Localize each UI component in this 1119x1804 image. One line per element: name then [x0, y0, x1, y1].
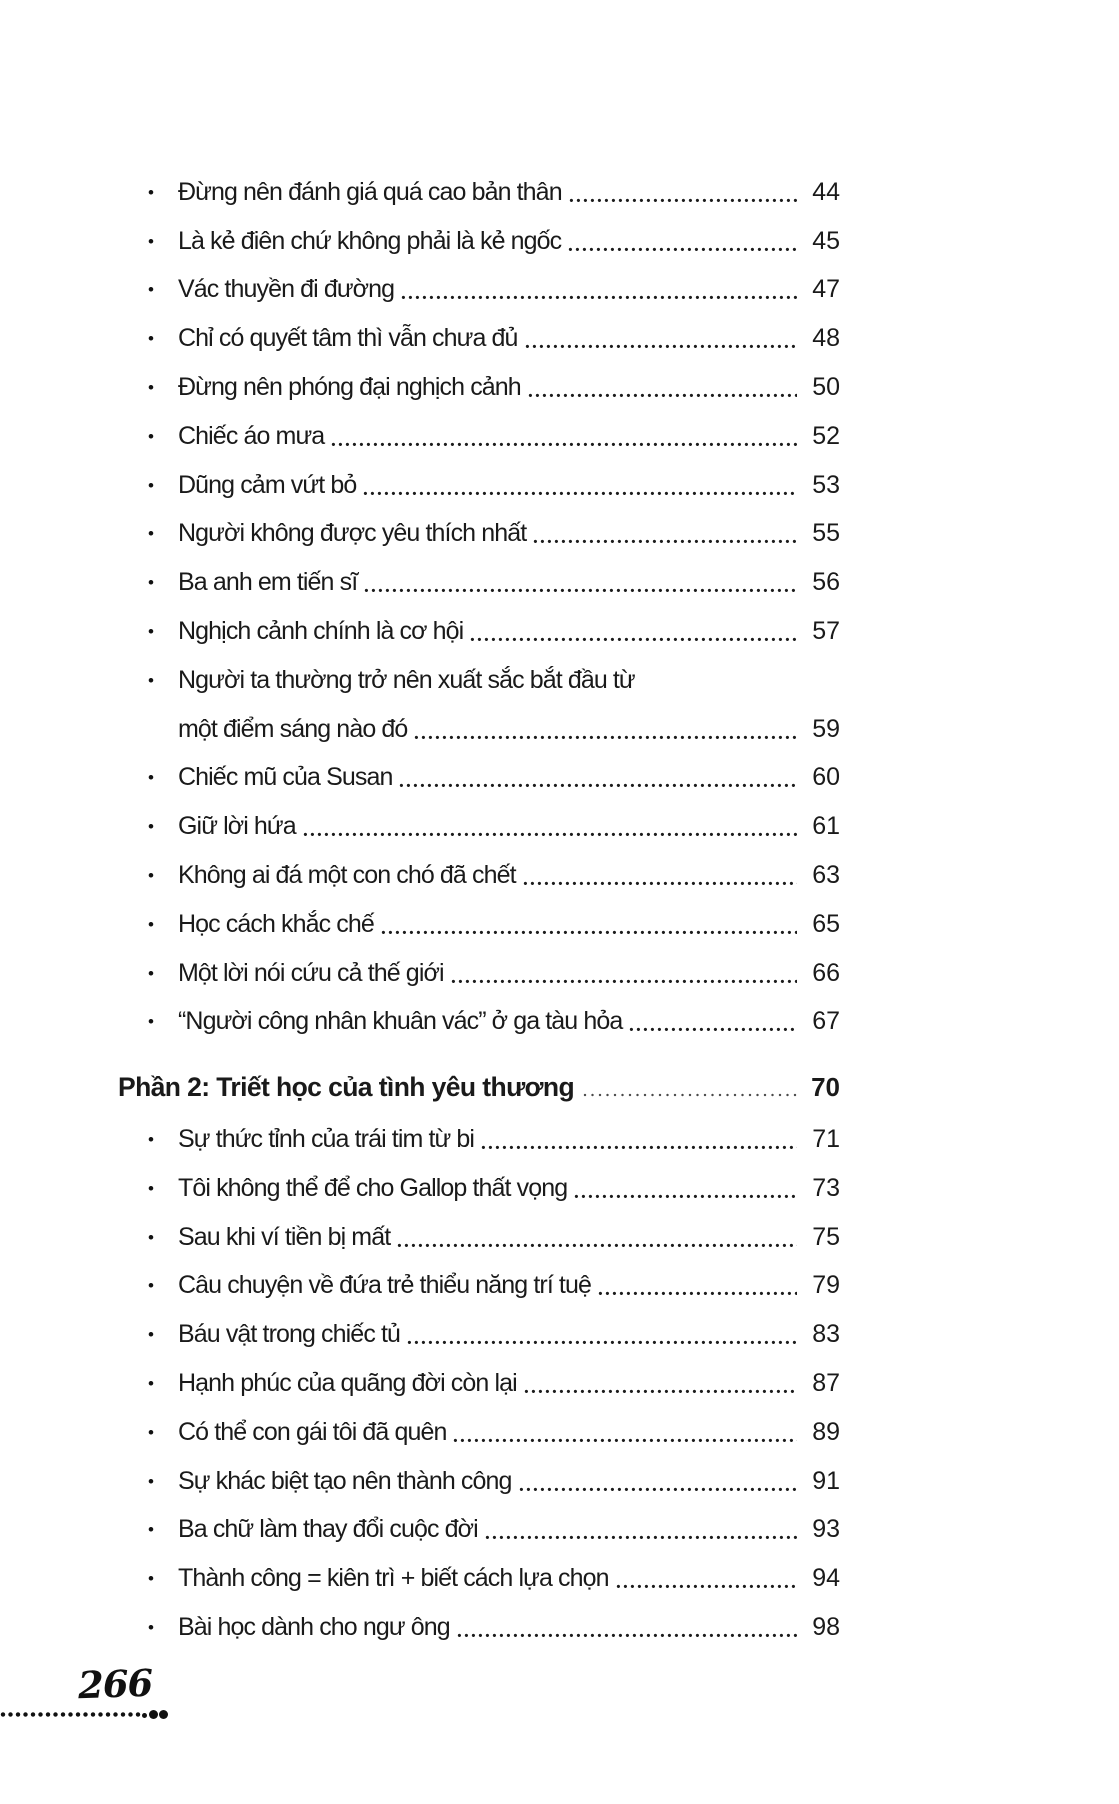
dot-leader: [303, 832, 797, 837]
toc-entry-row: [118, 1164, 840, 1213]
toc-entry-page: 56: [812, 568, 840, 597]
toc-entry-page: 71: [812, 1125, 840, 1154]
bullet-icon: •: [148, 524, 154, 544]
dot-leader: [528, 393, 797, 398]
bullet-icon: •: [148, 963, 154, 983]
toc-entry-page: 83: [812, 1320, 840, 1349]
dot-leader: [485, 1535, 797, 1540]
toc-entry-page: 45: [812, 226, 840, 255]
bullet-icon: •: [148, 1569, 154, 1589]
bullet-icon: •: [148, 817, 154, 837]
toc-entry-title: Thành công = kiên trì + biết cách lựa chọn: [178, 1564, 609, 1593]
toc-entry-page: 48: [812, 324, 840, 353]
toc-entry-page: 47: [812, 275, 840, 304]
toc-entry-title: Báu vật trong chiếc tủ: [178, 1320, 401, 1349]
toc-entry-title: Ba anh em tiến sĩ: [178, 568, 358, 597]
toc-entry-title: Bài học dành cho ngư ông: [178, 1613, 450, 1641]
toc-entry-row: [118, 1603, 840, 1652]
toc-entry-title: Đừng nên đánh giá quá cao bản thân: [178, 177, 562, 206]
bullet-icon: •: [148, 1227, 154, 1247]
toc-entry-row: [118, 851, 840, 900]
toc-entry-row: [118, 266, 840, 315]
dot-leader: [629, 1027, 797, 1032]
bullet-icon: •: [148, 914, 154, 934]
bullet-icon: •: [148, 182, 154, 202]
folio-dot-icon: [159, 1710, 168, 1719]
toc-entry-row: [118, 607, 840, 656]
toc-entry-title: Câu chuyện về đứa trẻ thiểu năng trí tuệ: [178, 1271, 591, 1300]
toc-entry-row: [118, 949, 840, 998]
dot-leader: [574, 1194, 797, 1199]
toc-entry-title: Chiếc mũ của Susan: [178, 763, 393, 792]
toc-entry-title: Tôi không thể để cho Gallop thất vọng: [178, 1173, 568, 1202]
toc-entry-page: 52: [812, 421, 840, 450]
bullet-icon: •: [148, 426, 154, 446]
dot-leader: [524, 1389, 797, 1394]
bullet-icon: •: [148, 1422, 154, 1442]
toc-entry-title: Một lời nói cứu cả thế giới: [178, 958, 444, 987]
toc-entry-page: 79: [812, 1271, 840, 1300]
toc-entry-title: Nghịch cảnh chính là cơ hội: [178, 617, 464, 646]
toc-entry-page: 65: [812, 909, 840, 938]
toc-entry-row: [118, 510, 840, 559]
toc-entry-row: [118, 412, 840, 461]
dot-leader: [583, 1093, 800, 1097]
bullet-icon: •: [148, 1130, 154, 1150]
dot-leader: [407, 1340, 797, 1345]
toc-entry-row: [118, 1115, 840, 1164]
bullet-icon: •: [148, 475, 154, 495]
toc-entry-page: 89: [812, 1417, 840, 1446]
dot-leader: [470, 637, 797, 642]
folio-dot-icon: [149, 1710, 158, 1719]
toc-section-title: Phần 2: Triết học của tình yêu thương: [118, 1072, 575, 1103]
dot-leader: [451, 979, 797, 984]
bullet-icon: •: [148, 1012, 154, 1032]
folio-page-number: 266: [77, 1660, 153, 1708]
toc-entry-row: [118, 802, 840, 851]
toc-entry-row: [118, 1506, 840, 1555]
toc-entry-page: 53: [812, 470, 840, 499]
toc-entry-page: 60: [812, 763, 840, 792]
toc-entry-row: [118, 363, 840, 412]
dot-leader: [381, 930, 797, 935]
toc-entry-title: Sau khi ví tiền bị mất: [178, 1222, 391, 1251]
toc-entry-row: [118, 656, 840, 705]
bullet-icon: •: [148, 573, 154, 593]
toc-entry-row: [118, 900, 840, 949]
toc-entry-row: [118, 1408, 840, 1457]
toc-entry-title: Có thể con gái tôi đã quên: [178, 1417, 447, 1446]
toc-entry-title: Đừng nên phóng đại nghịch cảnh: [178, 373, 521, 402]
toc-entry-row: [118, 705, 840, 754]
toc-entry-row: [118, 558, 840, 607]
toc-entry-page: 98: [812, 1613, 840, 1641]
dot-leader: [533, 539, 797, 544]
toc-entry-title: Vác thuyền đi đường: [178, 275, 395, 304]
toc-entry-row: [118, 1457, 840, 1506]
dot-leader: [523, 881, 797, 886]
toc-entry-page: 66: [812, 958, 840, 987]
bullet-icon: •: [148, 1618, 154, 1637]
toc-entry-title: Dũng cảm vứt bỏ: [178, 470, 357, 499]
bullet-icon: •: [148, 280, 154, 300]
dot-leader: [414, 735, 797, 740]
toc-list: [118, 168, 840, 1652]
toc-entry-page: 50: [812, 373, 840, 402]
dot-leader: [453, 1438, 797, 1443]
toc-entry-page: 91: [812, 1466, 840, 1495]
toc-entry-row: [118, 1359, 840, 1408]
toc-entry-title: Chiếc áo mưa: [178, 421, 325, 450]
toc-entry-row: [118, 1554, 840, 1603]
toc-entry-page: 57: [812, 617, 840, 646]
folio-dot-icon: [142, 1713, 147, 1718]
toc-entry-page: 73: [812, 1173, 840, 1202]
dot-leader: [598, 1291, 797, 1296]
bullet-icon: •: [148, 768, 154, 788]
bullet-icon: •: [148, 1325, 154, 1345]
dot-leader: [363, 491, 797, 496]
toc-entry-title: Không ai đá một con chó đã chết: [178, 861, 516, 890]
toc-entry-title: Sự thức tỉnh của trái tim từ bi: [178, 1125, 475, 1154]
toc-entry-page: 44: [812, 177, 840, 206]
toc-section-row: [118, 1063, 840, 1112]
toc-entry-page: 63: [812, 861, 840, 890]
toc-entry-title: “Người công nhân khuân vác” ở ga tàu hỏa: [178, 1007, 623, 1036]
bullet-icon: •: [148, 378, 154, 398]
toc-entry-page: 75: [812, 1222, 840, 1251]
toc-entry-row: [118, 1262, 840, 1311]
bullet-icon: •: [148, 1178, 154, 1198]
dot-leader: [457, 1633, 797, 1638]
toc-entry-title: Sự khác biệt tạo nên thành công: [178, 1466, 512, 1495]
toc-entry-page: 67: [812, 1007, 840, 1036]
bullet-icon: •: [148, 1374, 154, 1394]
toc-entry-page: 55: [812, 519, 840, 548]
toc-entry-title: Học cách khắc chế: [178, 909, 374, 938]
toc-entry-title: Là kẻ điên chứ không phải là kẻ ngốc: [178, 226, 562, 255]
dot-leader: [401, 295, 797, 300]
toc-entry-row: [118, 168, 840, 217]
toc-entry-row: [118, 461, 840, 510]
bullet-icon: •: [148, 670, 154, 690]
toc-entry-page: 87: [812, 1369, 840, 1398]
bullet-icon: •: [148, 1471, 154, 1491]
toc-entry-title: Hạnh phúc của quãng đời còn lại: [178, 1369, 517, 1398]
dot-leader: [525, 344, 797, 349]
dot-leader: [399, 783, 797, 788]
dot-leader: [568, 247, 797, 252]
toc-entry-title: Người ta thường trở nên xuất sắc bắt đầu từ: [178, 665, 635, 694]
toc-entry-row: [118, 754, 840, 803]
folio-dotted-rule: [0, 1711, 141, 1718]
dot-leader: [331, 442, 797, 447]
dot-leader: [397, 1243, 797, 1248]
dot-leader: [364, 588, 797, 593]
bullet-icon: •: [148, 622, 154, 642]
toc-entry-row: [118, 314, 840, 363]
toc-entry-page: 94: [812, 1564, 840, 1593]
toc-section-page: 70: [811, 1072, 840, 1103]
toc-entry-title: Giữ lời hứa: [178, 812, 296, 841]
bullet-icon: •: [148, 866, 154, 886]
toc-entry-title: Ba chữ làm thay đổi cuộc đời: [178, 1515, 478, 1544]
dot-leader: [519, 1487, 797, 1492]
toc-entry-row: [118, 998, 840, 1047]
toc-entry-page: 59: [812, 714, 840, 743]
dot-leader: [569, 198, 797, 203]
dot-leader: [616, 1584, 797, 1589]
bullet-icon: •: [148, 1520, 154, 1540]
toc-entry-title: Người không được yêu thích nhất: [178, 519, 527, 548]
dot-leader: [481, 1145, 797, 1150]
bullet-icon: •: [148, 1276, 154, 1296]
bullet-icon: •: [148, 231, 154, 251]
toc-entry-row: [118, 1213, 840, 1262]
toc-entry-page: 93: [812, 1515, 840, 1544]
bullet-icon: •: [148, 329, 154, 349]
toc-entry-title: Chỉ có quyết tâm thì vẫn chưa đủ: [178, 324, 518, 353]
toc-entry-title: một điểm sáng nào đó: [178, 714, 408, 743]
toc-entry-page: 61: [812, 812, 840, 841]
toc-entry-row: [118, 1310, 840, 1359]
toc-entry-row: [118, 217, 840, 266]
